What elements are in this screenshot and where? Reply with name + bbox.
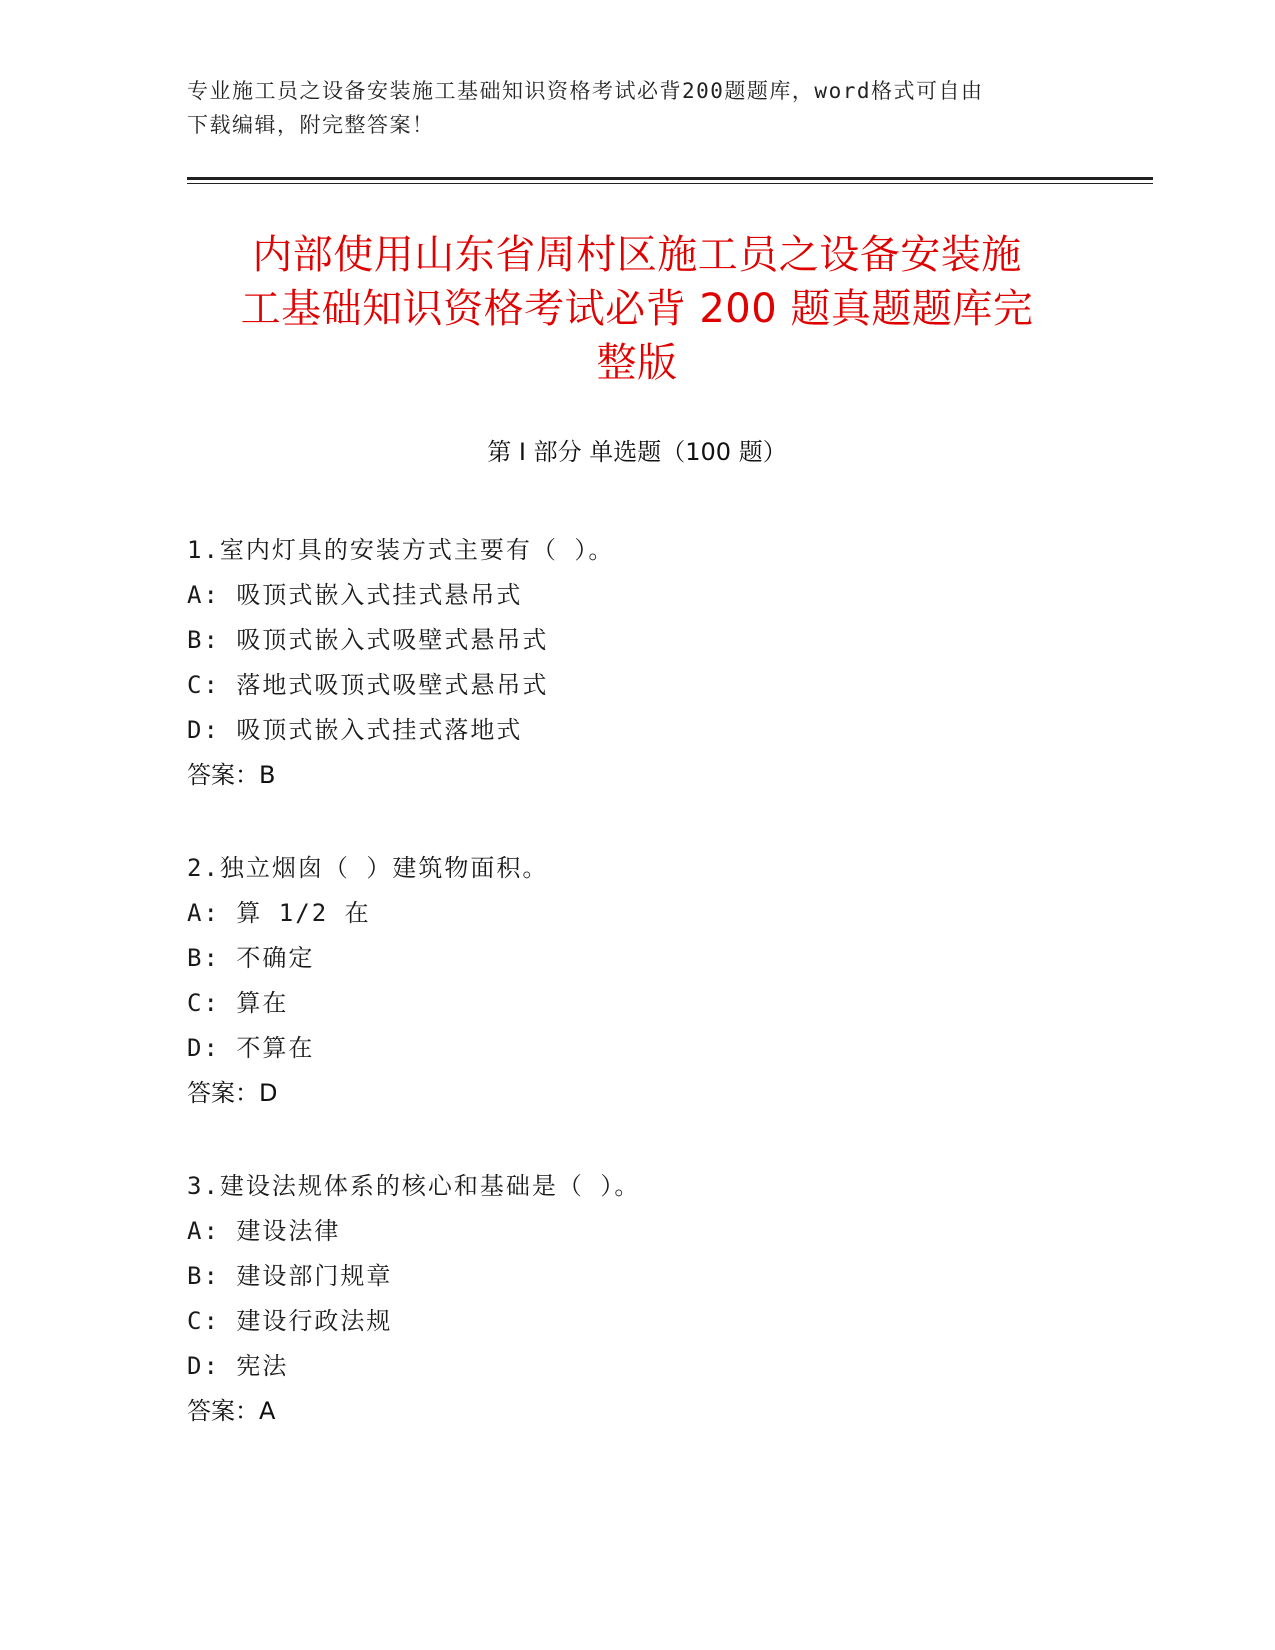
document-title-line-2: 工基础知识资格考试必背 200 题真题题库完 [240,286,1034,332]
question-answer: 答案：D [187,1079,278,1107]
question-stem: 3.建设法规体系的核心和基础是（ ）。 [187,1172,641,1200]
question-option: A: 建设法律 [187,1217,341,1245]
document-title-line-3: 整版 [596,340,678,386]
question-list [187,528,1087,1482]
question-answer: 答案：B [187,761,276,789]
header-rule-thin [187,183,1153,184]
question-stem: 1.室内灯具的安装方式主要有（ ）。 [187,536,615,564]
section-title: 第 I 部分 单选题（100 题） [487,438,787,466]
question-item [187,1164,1087,1434]
question-answer: 答案：A [187,1397,276,1425]
question-option: D: 宪法 [187,1352,289,1380]
header-note-line-1: 专业施工员之设备安装施工基础知识资格考试必背200题题库，word格式可自由 [187,79,984,103]
question-option: D: 不算在 [187,1034,315,1062]
question-option: B: 吸顶式嵌入式吸壁式悬吊式 [187,626,549,654]
header-rule-thick [187,177,1153,180]
header-note [187,74,1087,142]
question-option: A: 吸顶式嵌入式挂式悬吊式 [187,581,523,609]
question-stem: 2.独立烟囱（ ）建筑物面积。 [187,854,549,882]
question-item [187,528,1087,798]
question-option: C: 落地式吸顶式吸壁式悬吊式 [187,671,549,699]
header-note-line-2: 下载编辑，附完整答案！ [187,113,435,137]
document-title-line-1: 内部使用山东省周村区施工员之设备安装施 [252,232,1022,278]
document-title [187,228,1087,390]
question-option: C: 建设行政法规 [187,1307,393,1335]
question-item [187,846,1087,1116]
question-option: B: 不确定 [187,944,315,972]
question-option: A: 算 1/2 在 [187,899,371,927]
question-option: D: 吸顶式嵌入式挂式落地式 [187,716,523,744]
question-option: C: 算在 [187,989,289,1017]
question-option: B: 建设部门规章 [187,1262,393,1290]
